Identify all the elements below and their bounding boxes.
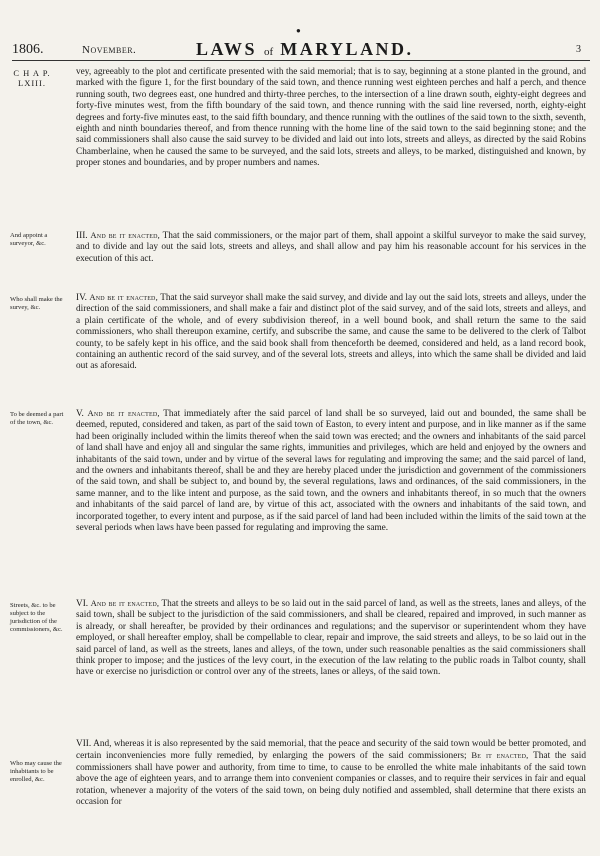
page-header: [12, 38, 590, 61]
chapter-word: C H A P.: [13, 68, 51, 78]
section-number: III.: [76, 231, 88, 241]
paragraph-text: vey, agreeably to the plot and certificate presented with the said memorial; that is to say, beginning at a stone planted in the ground, and marked with the figure 1, for the first boundary of the said town, and thence running west eighteen perches and half a perch, and thence running south, two degrees east, one hundred and thirty-three perches, to the intersection of a line drawn south, eighty-eight degrees and forty-five minutes west, from the fifth boundary of the said town, and thence running with the said line reversed, north, eighty-eight degrees and forty-five minutes east, to the said fifth boundary, and thence running with the outlines of the said town to the sixth, seventh, eighth and ninth boundaries thereof, and from thence running with the home line of the said town to the said beginning stone; and the said commissioners shall also cause the said survey to be divided and laid out into lots, streets and alleys, as directed by the said Robins Chamberlaine, when he caused the same to be surveyed, and the said lots, streets and alleys, to be marked, distinguished and known, by proper stones and boundaries, and by proper numbers and names.: [76, 67, 586, 169]
section-number: VI.: [76, 599, 89, 609]
margin-note-survey: Who shall make the survey, &c.: [10, 296, 63, 311]
section-7: [76, 739, 586, 808]
section-4: [76, 292, 586, 373]
margin-note-deemed: To be deemed a part of the town, &c.: [10, 411, 64, 426]
section-text: That the said commissioners, or the major part of them, shall appoint a skilful surveyor to make the said survey, and to divide and lay out the said lots, streets and alleys, and shall allow and pay him his reasonable account for his services in the execution of this act.: [76, 231, 587, 264]
header-title-laws: LAWS: [196, 39, 258, 59]
enactment-phrase: And be it enacted,: [90, 598, 160, 608]
header-title-of: of: [264, 46, 274, 58]
margin-note-streets: Streets, &c. to be subject to the jurisdiction of the commissioners, &c.: [10, 602, 63, 633]
page-ornament: ●: [296, 26, 301, 35]
header-title: [196, 39, 414, 60]
section-number: IV.: [76, 293, 87, 303]
margin-note-inhabitants: Who may cause the inhabitants to be enrolled, &c.: [10, 760, 62, 783]
section-3: [76, 230, 586, 265]
margin-note-appoint: And appoint a surveyor, &c.: [10, 232, 48, 247]
header-month: November.: [82, 44, 137, 56]
header-corner-mark: 3: [576, 44, 581, 55]
section-intro-text: VII. And, whereas it is also represented by the said memorial, that the peace and security of the said town would be better promoted, and certain inconveniencies more fully remedied, by enlarging the powers of the said commissioners;: [76, 739, 586, 762]
header-title-maryland: MARYLAND.: [280, 39, 414, 59]
enactment-phrase: Be it enacted,: [471, 750, 529, 761]
section-text: That the said commissioners shall have power and authority, from time to time, to cause to be enrolled the white male inhabitants of the said town above the age of eighteen years, and to arrange them into convenient companies or classes, and to require their services in fair and equal rotation, whenever a majority of the voters of the said town, on being duly notified and assembled, shall determine that there exists an occasion for: [76, 751, 586, 808]
paragraph-continuation: [76, 67, 586, 170]
enactment-phrase: And be it enacted,: [89, 292, 158, 302]
chapter-number: LXIII.: [18, 78, 46, 88]
section-text: That the said surveyor shall make the said survey, and divide and lay out the said lots, streets and alleys, under the direction of the said commissioners, and shall make a fair and distinct plot of the said survey, and of the said lots, streets and alleys, and a plain certificate of the whole, and of every subdivision thereof, in a well bound book, and shall return the same to the said commissioners, who shall thereupon examine, certify, and subscribe the same, and cause the same to be delivered to the clerk of Talbot county, to be safely kept in his office, and the said book shall from thenceforth be deemed, considered and held, as a land record book, containing an authentic record of the said survey, and of the several lots, streets and alleys, into which the same shall be divided and laid out as aforesaid.: [76, 293, 586, 372]
section-text: That immediately after the said parcel of land shall be so surveyed, laid out and bounded, the same shall be deemed, reputed, considered and taken, as part of the said town of Easton, to every intent and purpose, and in like manner as if the same had been originally included within the limits thereof when the said town was erected; and the owners and inhabitants of the said parcel of land shall have and enjoy all and singular the same rights, immunities and privileges, which are held and enjoyed by the owners and inhabitants of the said town, under and by virtue of the several laws for regulating and improving the same; and the said parcel of land, and the owners and inhabitants thereof, shall be and they are hereby placed under the jurisdiction and government of the commissioners of the said town, and shall be subject to, and bound by, the several regulations, laws and ordinances, of the said commissioners, in the same manner, and to the like intent and purpose, as the said town, and the owners and inhabitants thereof, in so much that the owners and inhabitants of the said parcel of land are, by virtue of this act, associated with the owners and inhabitants of the said town, and incorporated together, to every intent and purpose, as if the said parcel of land had been included within the limits of the said town at the several periods when laws have been passed for regulating and improving the same.: [76, 409, 587, 534]
header-year: 1806.: [12, 42, 44, 57]
chapter-label: [10, 68, 54, 88]
section-6: [76, 598, 586, 679]
section-number: V.: [76, 409, 84, 419]
enactment-phrase: And be it enacted,: [90, 230, 161, 240]
section-text: That the streets and alleys to be so laid out in the said parcel of land, as well as the streets, lanes and alleys, of the said town, shall be subject to the jurisdiction of the said commissioners, and shall be cleared, repaired and improved, in such manner as is already, or shall hereafter, be provided by their ordinances and regulations; and the supervisor or superintendent whom they have employed, or shall hereafter employ, shall be compellable to clear, repair and improve, the said streets and alleys, to be so laid out in the said parcel of land, as well as the streets, lanes and alleys, of the town, under such reasonable penalties as the said commissioners shall think proper to impose; and the justices of the levy court, in the execution of the law relating to the public roads in Talbot county, shall have or exercise no jurisdiction or control over any of the streets, lanes or alleys, of the said town.: [76, 599, 586, 678]
enactment-phrase: And be it enacted,: [87, 408, 160, 418]
section-5: [76, 408, 586, 534]
